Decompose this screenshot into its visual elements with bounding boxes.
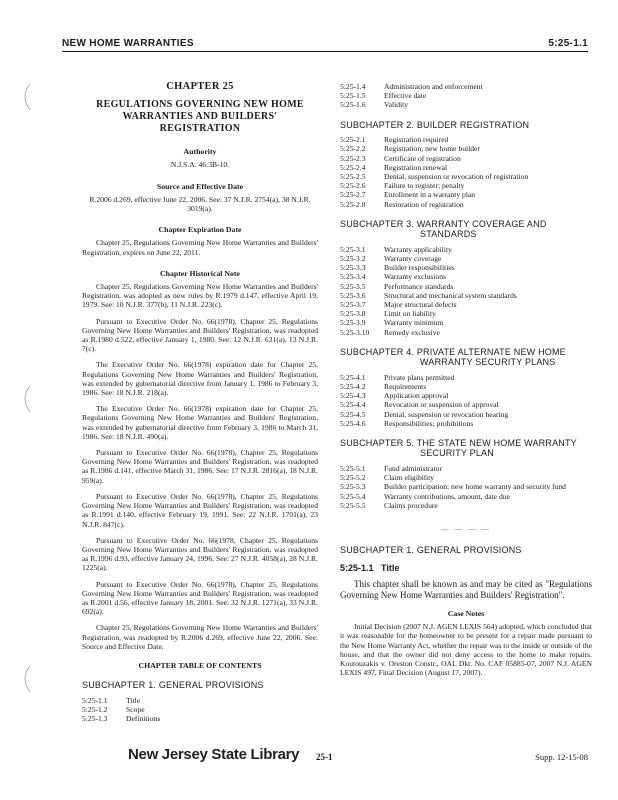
historical-paragraph: Pursuant to Executive Order No. 66(1978), Chapter 25, Regulations Governing New Home Warranties and Builders' Registration, was readopted as R.1980 d.522, effective January 1, 1980. See: 12 N.J.R. 631(a), 13 N.J.R. 7(c). <box>82 316 318 354</box>
toc-item: 5:25-5.2 Claim eligibility <box>340 473 434 483</box>
case-notes-text: Initial Decision (2007 N.J. AGEN LEXIS 564) adopted, which concluded that it was reasonable for the homeowner to be present for a repair made pursuant to the New Home Warranty Act, whether the repair was to the inside or outside of the house, and that the owner did not deny access to the home to make repairs. Koutouzakis v. Oreston Constr., OAL Dkt. No. CAF 05885-07, 2007 N.J. AGEN LEXIS 497, Final Decision (August 17, 2007). <box>340 622 592 678</box>
toc-item: 5:25-1.1 Title <box>82 695 141 705</box>
toc-item: 5:25-1.5 Effective date <box>340 91 427 101</box>
historical-paragraph: Pursuant to Executive Order No. 66(1978), Chapter 25, Regulations Governing New Home Warranties and Builders' Registration, was readopted as R.1991 d.140, effective February 19, 1991. See: 22 N.J.R. 1701(a), 23 N.J.R. 847(c). <box>82 491 318 529</box>
chapter-number: CHAPTER 25 <box>166 81 234 92</box>
section-number: 5:25-1.1 <box>340 562 374 573</box>
expiration-heading: Chapter Expiration Date <box>158 225 242 235</box>
toc-item: 5:25-2.1 Registration required <box>340 135 449 145</box>
historical-heading: Chapter Historical Note <box>160 268 240 278</box>
toc-item: 5:25-1.4 Administration and enforcement <box>340 82 483 91</box>
toc-item: 5:25-4.5 Denial, suspension or revocation hearing <box>340 409 509 419</box>
toc-item: 5:25-3.7 Major structural defects <box>340 299 457 309</box>
chapter-title: REGULATIONS GOVERNING NEW HOME WARRANTIES AND BUILDERS' REGISTRATION <box>96 99 304 135</box>
expiration-text: Chapter 25, Regulations Governing New Home Warranties and Builders' Registration, expires on June 22, 2011. <box>82 238 318 257</box>
toc-heading: CHAPTER TABLE OF CONTENTS <box>138 660 262 670</box>
toc-item: 5:25-2.7 Enrollment in a warranty plan <box>340 190 476 200</box>
toc-item: 5:25-3.3 Builder responsibilities <box>340 263 455 273</box>
toc-item: 5:25-3.5 Performance standards <box>340 281 454 291</box>
toc-item: 5:25-3.2 Warranty coverage <box>340 253 442 263</box>
toc-item: 5:25-4.6 Responsibilities; prohibitions <box>340 418 474 428</box>
page-number: 25-1 <box>316 752 333 762</box>
historical-paragraph: Pursuant to Executive Order No. 66(1978), Chapter 25, Regulations Governing New Home Warranties and Builders' Registration, was readopted as R.2001 d.56, effective January 18, 2001. See: 32 N.J.R. 1271(a), 33 N.J.R. 692(a). <box>82 579 318 617</box>
toc-item: 5:25-4.2 Requirements <box>340 381 427 391</box>
section-text: This chapter shall be known as and may be cited as "Regulations Governing New Home Warranties and Builders' Registration". <box>340 578 592 600</box>
toc-item: 5:25-3.8 Limit on liability <box>340 309 436 319</box>
toc-item: 5:25-4.1 Private plans permitted <box>340 372 455 382</box>
toc-item: 5:25-2.4 Registration renewal <box>340 162 448 172</box>
toc-item: 5:25-3.6 Structural and mechanical system standards <box>340 290 517 300</box>
running-header <box>62 34 588 52</box>
source-heading: Source and Effective Date <box>156 181 244 191</box>
toc-item: 5:25-3.10 Remedy exclusive <box>340 327 440 337</box>
toc-subchapter-4-heading: SUBCHAPTER 4. PRIVATE ALTERNATE NEW HOME WARRANTY SECURITY PLANS <box>340 346 566 368</box>
toc-subchapter-3-heading: SUBCHAPTER 3. WARRANTY COVERAGE AND STANDARDS <box>340 218 547 240</box>
subchapter-1-heading: SUBCHAPTER 1. GENERAL PROVISIONS <box>340 545 522 556</box>
section-title: Title <box>381 562 400 573</box>
historical-paragraph: Pursuant to Executive Order No. 66(1978), Chapter 25, Regulations Governing New Home Warranties and Builders' Registration, was readopted as R.1986 d.141, effective March 31, 1986. See: 17 N.J.R. 2816(a), 18 N.J.R. 959(a). <box>82 448 318 485</box>
toc-subchapter-5-heading: SUBCHAPTER 5. THE STATE NEW HOME WARRANTY SECURITY PLAN <box>340 437 577 459</box>
scan-mark-icon <box>18 82 32 112</box>
historical-paragraph: The Executive Order No. 66(1978) expiration date for Chapter 25, Regulations Governing New Home Warranties and Builders' Registration, was extended by gubernatorial directive from January 1, 1986 to February 3, 1986. See: 18 N.J.R. 218(a). <box>82 360 318 398</box>
historical-paragraph: Chapter 25, Regulations Governing New Home Warranties and Builders' Registration, was readopted by R.2006 d.269, effective June 22, 2006. See: Source and Effective Date. <box>82 623 318 651</box>
section-heading <box>340 564 592 573</box>
toc-item: 5:25-3.9 Warranty minimum <box>340 318 444 328</box>
scan-mark-icon <box>18 664 32 694</box>
header-section: 5:25-1.1 <box>548 38 588 49</box>
toc-item: 5:25-2.3 Certificate of registration <box>340 153 461 163</box>
toc-list <box>340 464 592 510</box>
header-title: NEW HOME WARRANTIES <box>62 38 194 49</box>
page-footer <box>62 744 588 772</box>
toc-item: 5:25-5.3 Builder participation; new home warranty and security fund <box>340 482 566 492</box>
toc-subchapter-1-heading: SUBCHAPTER 1. GENERAL PROVISIONS <box>82 680 264 691</box>
toc-item: 5:25-2.2 Registration; new home builder <box>340 144 480 154</box>
section-divider: — — — — <box>440 524 492 533</box>
case-notes-heading: Case Notes <box>447 608 485 618</box>
toc-item: 5:25-5.1 Fund administrator <box>340 463 443 473</box>
toc-list <box>340 373 592 428</box>
historical-paragraph: The Executive Order No. 66(1978) expiration date for Chapter 25, Regulations Governing New Home Warranties and Builders' Registration, was extended by gubernatorial directive from February 3, 1986 to March 31, 1986. See: 18 N.J.R. 490(a). <box>82 404 318 441</box>
toc-item: 5:25-4.3 Application approval <box>340 391 449 401</box>
toc-item: 5:25-5.4 Warranty contributions, amount, date due <box>340 491 510 501</box>
historical-paragraph: Chapter 25, Regulations Governing New Home Warranties and Builders' Registration, was adopted as new rules by R.1979 d.147, effective April 19, 1979. See: 10 N.J.R. 377(b), 11 N.J.R. 223(c). <box>82 282 318 310</box>
toc-item: 5:25-2.8 Restoration of registration <box>340 199 464 209</box>
library-stamp: New Jersey State Library <box>128 746 300 763</box>
authority-text: N.J.S.A. 46:3B-10. <box>170 160 230 170</box>
toc-item: 5:25-3.4 Warranty exclusions <box>340 272 447 282</box>
toc-item: 5:25-2.6 Failure to register; penalty <box>340 181 465 191</box>
toc-item: 5:25-1.3 Definitions <box>82 714 161 724</box>
toc-item: 5:25-4.4 Revocation or suspension of approval <box>340 400 499 410</box>
toc-item: 5:25-3.1 Warranty applicability <box>340 244 452 254</box>
toc-list <box>82 696 318 724</box>
toc-item: 5:25-2.5 Denial, suspension or revocation of registration <box>340 171 529 181</box>
toc-list <box>340 82 592 110</box>
toc-list <box>340 135 592 209</box>
historical-notes <box>82 282 318 651</box>
toc-item: 5:25-1.2 Scope <box>82 704 145 714</box>
scan-mark-icon <box>18 384 32 414</box>
toc-item: 5:25-1.6 Validity <box>340 100 409 110</box>
toc-list <box>340 245 592 337</box>
supplement-date: Supp. 12-15-08 <box>535 752 588 762</box>
toc-subchapter-2-heading: SUBCHAPTER 2. BUILDER REGISTRATION <box>340 119 530 130</box>
toc-item: 5:25-5.5 Claims procedure <box>340 500 438 510</box>
historical-paragraph: Pursuant to Executive Order No. 66(1978, Chapter 25, Regulations Governing New Home Warranties and Builders' Registration, was readopted as R.1996 d.93, effective January 24, 1996. See: 27 N.J.R. 4058(a), 28 N.J.R. 1225(a). <box>82 535 318 573</box>
right-column <box>340 82 592 684</box>
source-text: R.2006 d.269, effective June 22, 2006. See: 37 N.J.R. 2754(a), 38 N.J.R. 3019(a). <box>89 194 311 214</box>
left-column <box>82 60 318 723</box>
authority-heading: Authority <box>183 147 217 157</box>
